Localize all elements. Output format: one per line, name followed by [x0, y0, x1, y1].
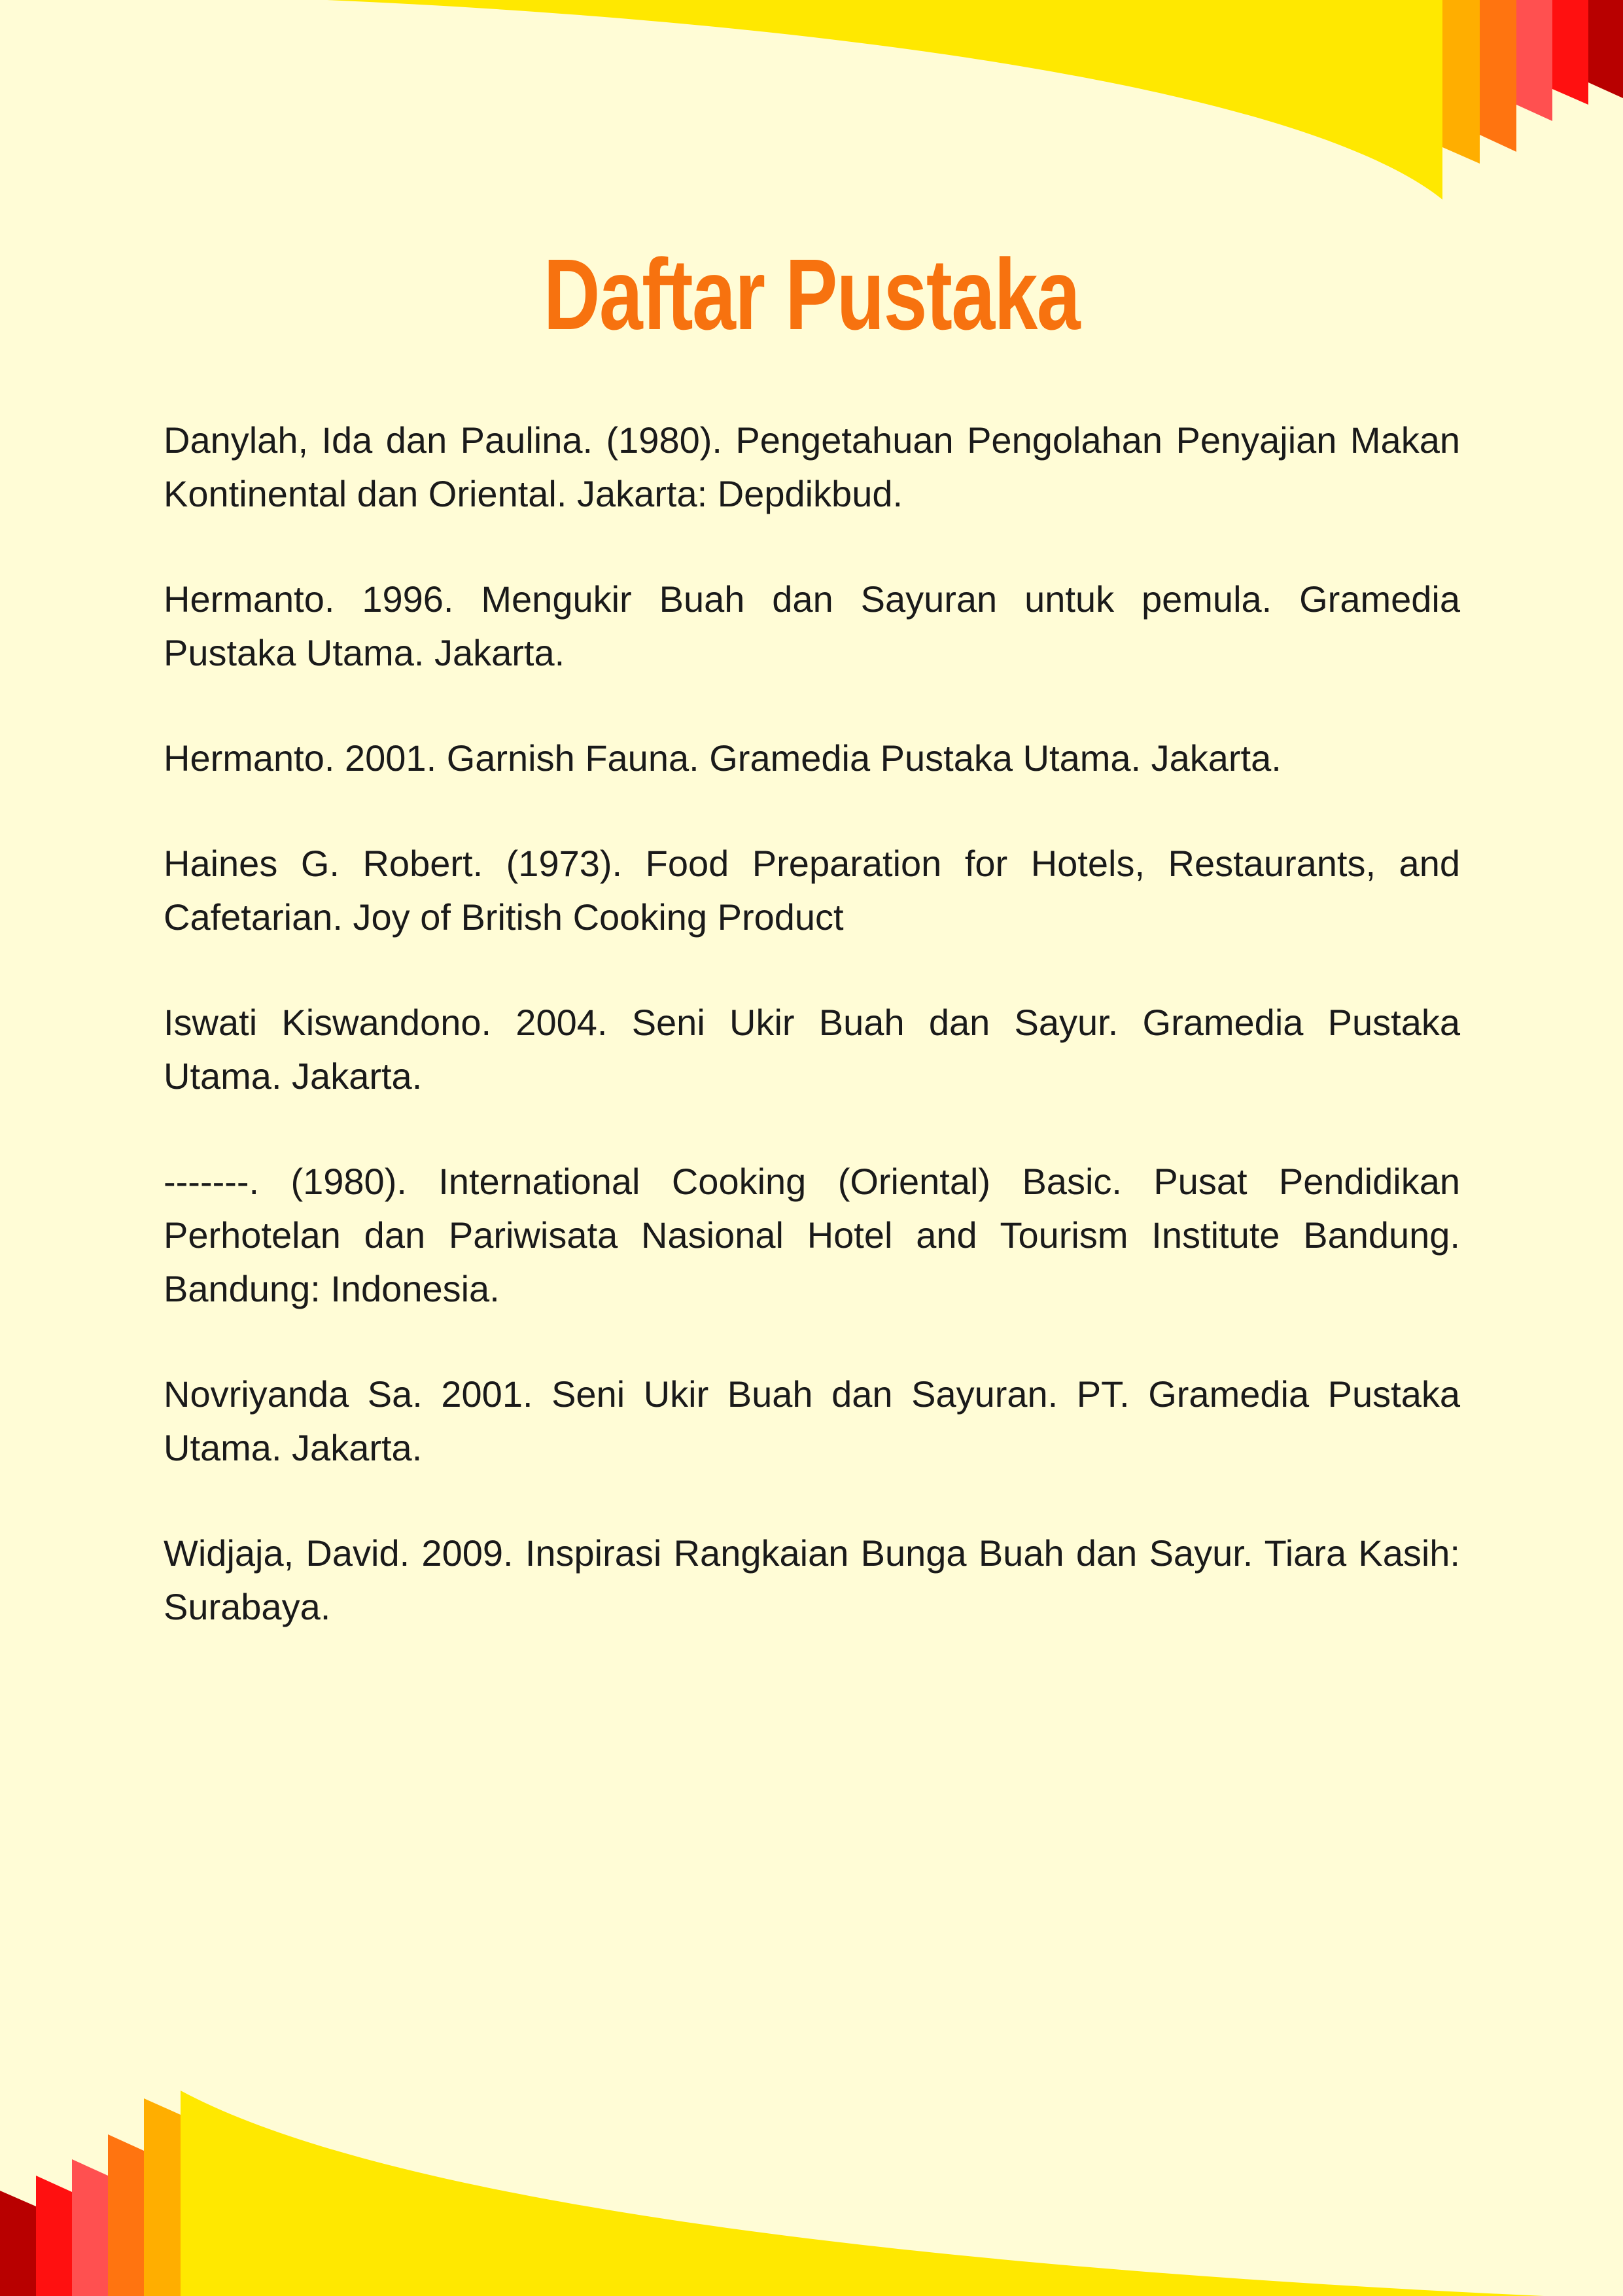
reference-entry: -------. (1980). International Cooking (Oriental) Basic. Pusat Pendidikan Perhotelan dan Pariwisata Nasional Hotel and Tourism Institute Bandung. Bandung: Indonesia.	[164, 1161, 1460, 1309]
bottom-stripe-red	[36, 2176, 72, 2296]
reference-entry: Novriyanda Sa. 2001. Seni Ukir Buah dan Sayuran. PT. Gramedia Pustaka Utama. Jakarta.	[164, 1373, 1460, 1468]
reference-entry: Hermanto. 2001. Garnish Fauna. Gramedia Pustaka Utama. Jakarta.	[164, 737, 1282, 779]
bottom-stripe-darkred	[0, 2191, 36, 2296]
reference-entry: Hermanto. 1996. Mengukir Buah dan Sayuran untuk pemula. Gramedia Pustaka Utama. Jakarta.	[164, 578, 1460, 673]
reference-entry: Haines G. Robert. (1973). Food Preparation for Hotels, Restaurants, and Cafetarian. Joy of British Cooking Product	[164, 843, 1460, 938]
top-stripe-coral	[1516, 0, 1552, 121]
top-stripe-orange	[1480, 0, 1516, 152]
reference-entry: Widjaja, David. 2009. Inspirasi Rangkaian Bunga Buah dan Sayur. Tiara Kasih: Surabaya.	[164, 1532, 1460, 1627]
reference-entry: Danylah, Ida dan Paulina. (1980). Pengetahuan Pengolahan Penyajian Makan Kontinental dan Oriental. Jakarta: Depdikbud.	[164, 419, 1460, 514]
bottom-stripe-orange	[108, 2134, 144, 2296]
top-yellow-swoosh	[327, 0, 1442, 200]
page-title: Daftar Pustaka	[543, 238, 1080, 351]
reference-entry: Iswati Kiswandono. 2004. Seni Ukir Buah dan Sayur. Gramedia Pustaka Utama. Jakarta.	[164, 1002, 1460, 1097]
top-stripe-red	[1552, 0, 1588, 105]
bottom-stripe-coral	[72, 2159, 108, 2296]
bottom-yellow-swoosh	[181, 2091, 1544, 2296]
reference-list	[164, 414, 1460, 1686]
bottom-stripe-amber	[144, 2098, 181, 2296]
top-stripe-darkred	[1588, 0, 1623, 98]
top-stripe-amber	[1442, 0, 1480, 164]
